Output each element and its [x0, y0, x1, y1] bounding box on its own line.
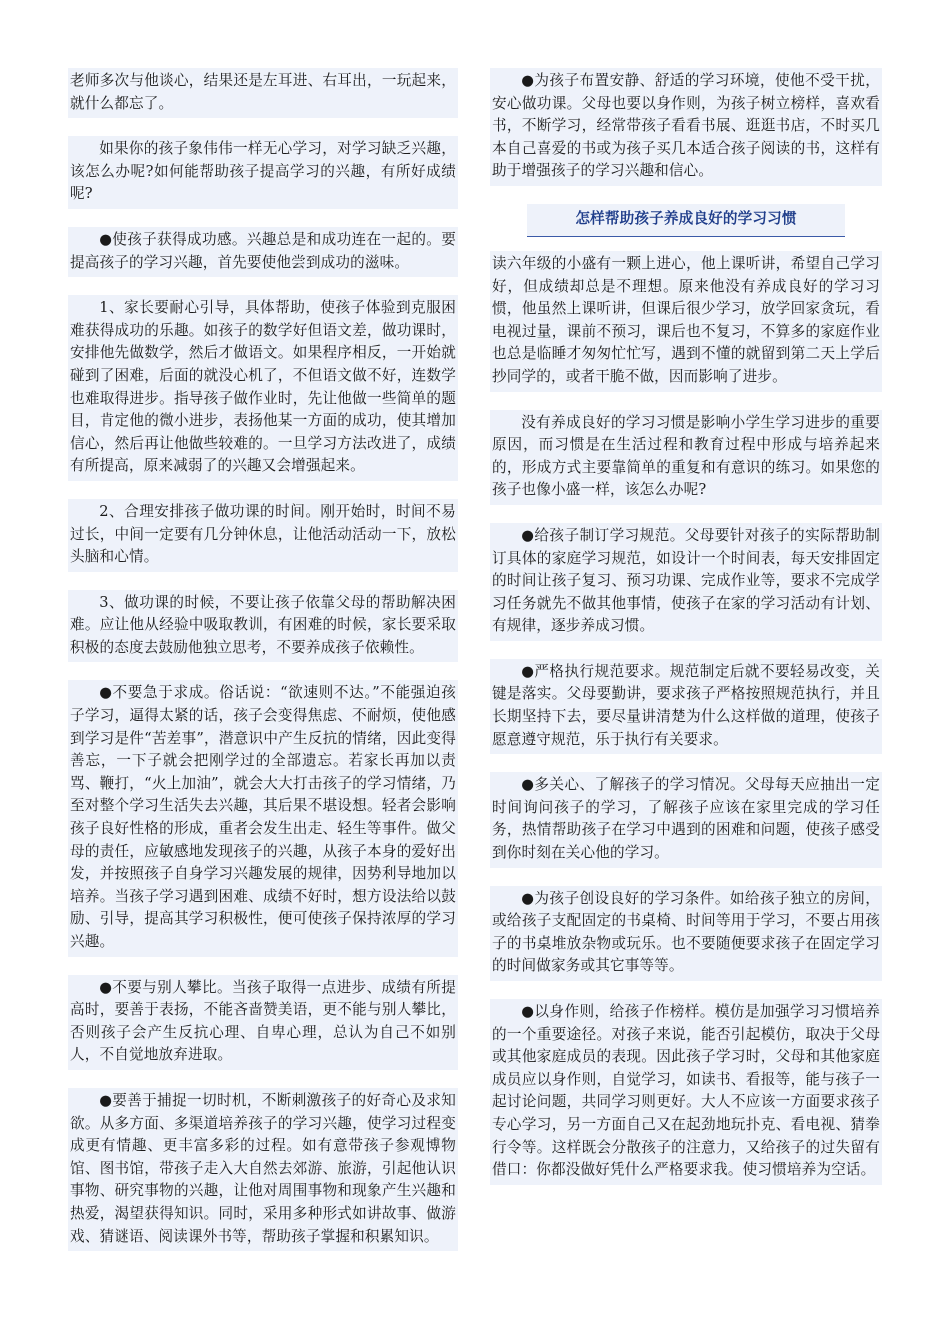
paragraph-tip-3: 3、做功课的时候，不要让孩子依靠父母的帮助解决困难。应让他从经验中吸取教训，有困难的时候，家长要采取积极的态度去鼓励他独立思考，不要养成孩子依赖性。: [68, 590, 458, 663]
paragraph-strict-rules: ●严格执行规范要求。规范制定后就不要轻易改变，关键是落实。父母要勤讲，要求孩子严格按照规范执行，并且长期坚持下去，要尽量讲清楚为什么这样做的道理，使孩子愿意遵守规范，乐于执行有关要求。: [490, 659, 882, 754]
paragraph-question: 如果你的孩子象伟伟一样无心学习，对学习缺乏兴趣，该怎么办呢?如何能帮助孩子提高学习的兴趣，有所好成绩呢?: [68, 136, 458, 209]
paragraph-conditions: ●为孩子创设良好的学习条件。如给孩子独立的房间，或给孩子支配固定的书桌椅、时间等用于学习，不要占用孩子的书桌堆放杂物或玩乐。也不要随便要求孩子在固定学习的时间做家务或其它事等等。: [490, 886, 882, 981]
paragraph-no-comparison: ●不要与别人攀比。当孩子取得一点进步、成绩有所提高时，要善于表扬，不能吝啬赞美语，更不能与别人攀比，否则孩子会产生反抗心理、自卑心理，总认为自己不如别人，不自觉地放弃进取。: [68, 975, 458, 1070]
paragraph-study-rules: ●给孩子制订学习规范。父母要针对孩子的实际帮助制订具体的家庭学习规范，如设计一个时间表，每天安排固定的时间让孩子复习、预习功课、完成作业等，要求不完成学习任务就先不做其他事情，使孩子在家的学习活动有计划、有规律，逐步养成习惯。: [490, 523, 882, 641]
paragraph-tip-1: 1、家长要耐心引导，具体帮助，使孩子体验到克服困难获得成功的乐趣。如孩子的数学好但语文差，做功课时，安排他先做数学，然后才做语文。如果程序相反，一开始就碰到了困难，后面的就没心机了，不但语文做不好，连数学也难取得进步。指导孩子做作业时，先让他做一些简单的题目，肯定他的微小进步，表扬他某一方面的成功，使其增加信心，然后再让他做些较难的。一旦学习方法改进了，成绩有所提高，原来减弱了的兴趣又会增强起来。: [68, 295, 458, 481]
right-column: [490, 68, 882, 1203]
paragraph-continued: 老师多次与他谈心，结果还是左耳进、右耳出，一玩起来，就什么都忘了。: [68, 68, 458, 118]
paragraph-xiaosheng: 读六年级的小盛有一颗上进心，他上课听讲，希望自己学习好，但成绩却总是不理想。原来他没有养成良好的学习习惯，他虽然上课听讲，但课后很少学习，放学回家贪玩，看电视过量，课前不预习，课后也不复习，不算多的家庭作业也总是临睡才匆匆忙忙写，遇到不懂的就留到第二天上学后抄同学的，或者干脆不做，因而影响了进步。: [490, 251, 882, 392]
paragraph-tip-2: 2、合理安排孩子做功课的时间。刚开始时，时间不易过长，中间一定要有几分钟休息，让他活动活动一下，放松头脑和心情。: [68, 499, 458, 572]
paragraph-habit-reason: 没有养成良好的学习习惯是影响小学生学习进步的重要原因，而习惯是在生活过程和教育过程中形成与培养起来的，形成方式主要靠简单的重复和有意识的练习。如果您的孩子也像小盛一样，该怎么办呢?: [490, 410, 882, 505]
paragraph-environment: ●为孩子布置安静、舒适的学习环境，使他不受干扰，安心做功课。父母也要以身作则，为孩子树立榜样，喜欢看书，不断学习，经常带孩子看看书展、逛逛书店，不时买几本自己喜爱的书或为孩子买几本适合孩子阅读的书，这样有助于增强孩子的学习兴趣和信心。: [490, 68, 882, 186]
paragraph-not-hasty: ●不要急于求成。俗话说：“欲速则不达。”不能强迫孩子学习，逼得太紧的话，孩子会变得焦虑、不耐烦，使他感到学习是件“苦差事”，潜意识中产生反抗的情绪，因此变得善忘，一下子就会把刚学过的全部遗忘。若家长再加以责骂、鞭打，“火上加油”，就会大大打击孩子的学习情绪，乃至对整个学习生活失去兴趣，其后果不堪设想。轻者会影响孩子良好性格的形成，重者会发生出走、轻生等事件。做父母的责任，应敏感地发现孩子的兴趣，从孩子本身的爱好出发，并按照孩子自身学习兴趣发展的规律，因势利导地加以培养。当孩子学习遇到困难、成绩不好时，想方设法给以鼓励、引导，提高其学习积极性，便可使孩子保持浓厚的学习兴趣。: [68, 680, 458, 956]
section-heading: 怎样帮助孩子养成良好的学习习惯: [527, 204, 845, 237]
paragraph-care: ●多关心、了解孩子的学习情况。父母每天应抽出一定时间询问孩子的学习，了解孩子应该在家里完成的学习任务，热情帮助孩子在学习中遇到的困难和问题，使孩子感受到你时刻在关心他的学习。: [490, 772, 882, 867]
paragraph-curiosity: ●要善于捕捉一切时机，不断刺激孩子的好奇心及求知欲。从多方面、多渠道培养孩子的学习兴趣，使学习过程变成更有情趣、更丰富多彩的过程。如有意带孩子参观博物馆、图书馆，带孩子走入大自然去郊游、旅游，引起他认识事物、研究事物的兴趣，让他对周围事物和现象产生兴趣和热爱，渴望获得知识。同时，采用多种形式如讲故事、做游戏、猜谜语、阅读课外书等，帮助孩子掌握和积累知识。: [68, 1088, 458, 1251]
left-column: [68, 68, 458, 1269]
section-heading-wrapper: [490, 204, 882, 237]
paragraph-success-feeling: ●使孩子获得成功感。兴趣总是和成功连在一起的。要提高孩子的学习兴趣，首先要使他尝到成功的滋味。: [68, 227, 458, 277]
paragraph-role-model: ●以身作则，给孩子作榜样。模仿是加强学习习惯培养的一个重要途径。对孩子来说，能否引起模仿，取决于父母或其他家庭成员的表现。因此孩子学习时，父母和其他家庭成员应以身作则，自觉学习，如读书、看报等，能与孩子一起讨论问题，共同学习则更好。大人不应该一方面要求孩子专心学习，另一方面自己又在起劲地玩扑克、看电视、猜拳行令等。这样既会分散孩子的注意力，又给孩子的过失留有借口：你都没做好凭什么严格要求我。使习惯培养为空话。: [490, 999, 882, 1185]
